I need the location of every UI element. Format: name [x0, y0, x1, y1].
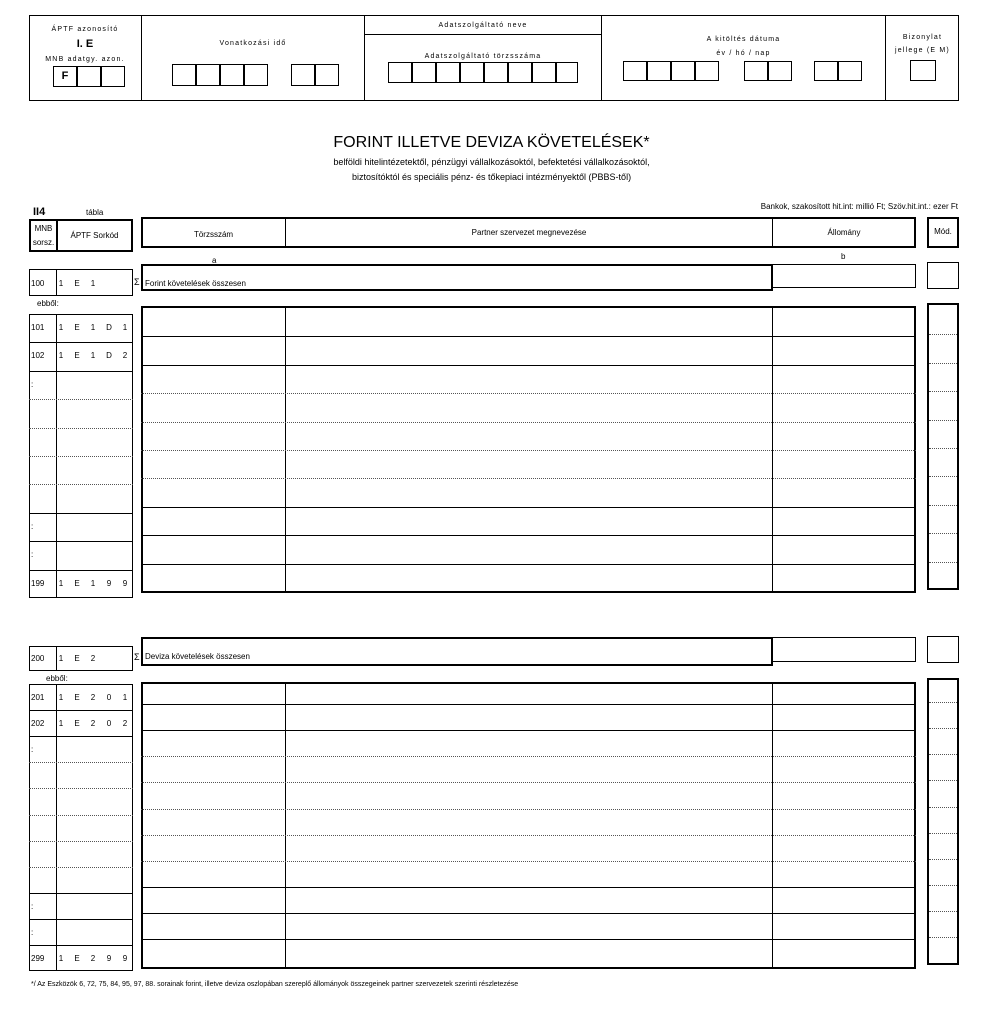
row-divider: [29, 371, 133, 372]
mod-cell[interactable]: [929, 678, 957, 702]
allomany-cell[interactable]: [773, 730, 915, 754]
row-code-char: 1: [122, 693, 128, 702]
mod-cell[interactable]: [929, 393, 957, 419]
row-number: 199: [31, 578, 45, 588]
s2-total-code-3: 2: [90, 654, 96, 663]
s2-ebbol: ebből:: [46, 674, 68, 683]
row-divider: [29, 342, 133, 343]
torzsszam-cell[interactable]: [142, 422, 285, 448]
row-number: 299: [31, 954, 45, 963]
row-divider: [29, 815, 133, 816]
mod-cell[interactable]: [929, 913, 957, 937]
allomany-cell[interactable]: [773, 365, 915, 391]
period-box-1[interactable]: [172, 64, 196, 86]
allomany-cell[interactable]: [773, 308, 915, 334]
row-divider: [929, 448, 957, 449]
row-code-char: 1: [122, 323, 128, 332]
s1-total-label: Forint követelések összesen: [145, 279, 246, 288]
provider-id-label: Adatszolgáltató törzsszáma: [424, 53, 542, 60]
row-divider: [929, 505, 957, 506]
fill-date-box-2[interactable]: [647, 61, 671, 81]
row-code-char: 0: [106, 719, 112, 729]
voucher-box[interactable]: [910, 60, 936, 81]
row-divider: [929, 391, 957, 392]
partner-cell[interactable]: [286, 365, 772, 391]
s1-total-code-1: 1: [58, 279, 64, 288]
partner-cell[interactable]: [286, 913, 772, 937]
row-code-char: 2: [90, 954, 96, 963]
row-divider: [29, 484, 133, 485]
col-partner: Partner szervezet megnevezése: [471, 228, 587, 237]
allomany-cell[interactable]: [773, 336, 915, 362]
mod-cell[interactable]: [929, 450, 957, 476]
partner-cell[interactable]: [286, 308, 772, 334]
row-code-char: 1: [58, 578, 64, 588]
row-divider: [29, 428, 133, 429]
mod-cell[interactable]: [929, 478, 957, 504]
fill-date-box-6[interactable]: [768, 61, 792, 81]
row-code-char: D: [106, 323, 112, 332]
row-divider: [29, 513, 133, 514]
page-title: FORINT ILLETVE DEVIZA KÖVETELÉSEK*: [333, 134, 650, 151]
torzsszam-cell[interactable]: [142, 365, 285, 391]
torzsszam-cell[interactable]: [142, 939, 285, 963]
partner-cell[interactable]: [286, 835, 772, 859]
row-divider: [929, 780, 957, 781]
fill-date-label: A kitöltés dátuma: [706, 36, 781, 43]
row-number: 101: [31, 323, 45, 332]
row-code-char: 1: [90, 578, 96, 588]
page-subtitle-2: biztosítóktól és speciális pénz- és tőkepiaci intézményektől (PBBS-től): [351, 172, 632, 182]
torzsszam-cell[interactable]: [142, 782, 285, 806]
row-divider: [929, 833, 957, 834]
row-divider: [929, 334, 957, 335]
row-divider: [29, 893, 133, 894]
row-code-char: 1: [58, 693, 64, 702]
col-mod: Mód.: [934, 227, 952, 236]
row-divider: [29, 710, 133, 711]
provider-id-box-1[interactable]: [388, 62, 412, 83]
torzsszam-cell[interactable]: [142, 507, 285, 533]
row-number: 102: [31, 351, 45, 361]
mod-cell[interactable]: [929, 756, 957, 780]
allomany-cell[interactable]: [773, 564, 915, 590]
fill-date-box-3[interactable]: [671, 61, 695, 81]
allomany-cell[interactable]: [773, 704, 915, 728]
header-divider-1: [141, 15, 142, 101]
torzsszam-cell[interactable]: [142, 887, 285, 911]
fill-date-box-8[interactable]: [838, 61, 862, 81]
mnb-label: MNB adatgy. azon.: [45, 56, 125, 63]
page-subtitle-1: belföldi hitelintézetektől, pénzügyi vállalkozásoktól, befektetési vállalkozásoktól,: [333, 157, 650, 167]
mod-cell[interactable]: [929, 887, 957, 911]
row-divider: [929, 420, 957, 421]
row-divider: [29, 945, 133, 946]
row-code-char: E: [74, 351, 80, 361]
table-number: II4: [33, 206, 46, 218]
s1-sigma: Σ: [134, 277, 140, 287]
period-label: Vonatkozási idő: [219, 40, 287, 47]
mod-cell[interactable]: [929, 422, 957, 448]
provider-id-box-2[interactable]: [412, 62, 436, 83]
col-aptf: ÁPTF Sorkód: [70, 231, 119, 240]
mod-cell[interactable]: [929, 704, 957, 728]
torzsszam-cell[interactable]: [142, 756, 285, 780]
row-code-char: 9: [122, 954, 128, 963]
allomany-cell[interactable]: [773, 809, 915, 833]
torzsszam-cell[interactable]: [142, 913, 285, 937]
row-number: :: [31, 521, 34, 531]
partner-cell[interactable]: [286, 887, 772, 911]
fill-date-box-5[interactable]: [744, 61, 768, 81]
mod-cell[interactable]: [929, 507, 957, 533]
s1-total-allomany-cell[interactable]: [772, 264, 916, 288]
row-code-char: 1: [90, 323, 96, 332]
aptf-label: ÁPTF azonosító: [51, 26, 119, 33]
row-divider: [29, 788, 133, 789]
row-divider: [929, 807, 957, 808]
row-divider: [929, 363, 957, 364]
row-divider: [929, 937, 957, 938]
row-code-char: 9: [106, 954, 112, 963]
s1-total-mod-cell[interactable]: [927, 262, 959, 289]
allomany-cell[interactable]: [773, 535, 915, 561]
provider-id-box-7[interactable]: [532, 62, 556, 83]
col-mnb-1: MNB: [34, 224, 53, 233]
row-code-char: E: [74, 693, 80, 702]
period-box-5[interactable]: [291, 64, 315, 86]
partner-cell[interactable]: [286, 336, 772, 362]
row-divider: [929, 859, 957, 860]
row-divider: [29, 867, 133, 868]
row-code-char: 9: [122, 578, 128, 588]
allomany-cell[interactable]: [773, 478, 915, 504]
provider-id-box-6[interactable]: [508, 62, 532, 83]
row-divider: [29, 736, 133, 737]
allomany-cell[interactable]: [773, 393, 915, 419]
row-code-char: E: [74, 954, 80, 963]
voucher-label: Bizonylat: [902, 34, 943, 41]
allomany-cell[interactable]: [773, 422, 915, 448]
torzsszam-cell[interactable]: [142, 861, 285, 885]
row-divider: [29, 570, 133, 571]
s1-ebbol: ebből:: [37, 299, 59, 308]
mod-cell[interactable]: [929, 365, 957, 391]
units-note: Bankok, szakosított hit.int: millió Ft; Szöv.hit.int.: ezer Ft: [760, 202, 958, 211]
mod-cell[interactable]: [929, 939, 957, 963]
partner-cell[interactable]: [286, 782, 772, 806]
fill-date-box-7[interactable]: [814, 61, 838, 81]
s2-total-allomany-cell[interactable]: [772, 637, 916, 662]
row-divider: [929, 562, 957, 563]
allomany-cell[interactable]: [773, 939, 915, 963]
fill-date-sub: év / hó / nap: [716, 50, 771, 57]
s1-total-code-3: 1: [90, 279, 96, 288]
mnb-box-3[interactable]: [101, 66, 125, 87]
row-code-char: D: [106, 351, 112, 361]
row-divider: [929, 885, 957, 886]
mod-cell[interactable]: [929, 861, 957, 885]
provider-id-box-3[interactable]: [436, 62, 460, 83]
s1-total-num: 100: [31, 279, 45, 288]
row-code-char: 2: [90, 693, 96, 702]
torzsszam-cell[interactable]: [142, 478, 285, 504]
s2-sigma: Σ: [134, 652, 140, 662]
s2-total-code-1: 1: [58, 654, 64, 663]
torzsszam-cell[interactable]: [142, 809, 285, 833]
row-code-char: 1: [58, 954, 64, 963]
row-divider: [929, 476, 957, 477]
torzsszam-cell[interactable]: [142, 308, 285, 334]
row-divider: [29, 762, 133, 763]
period-box-4[interactable]: [244, 64, 268, 86]
row-code-char: 1: [58, 323, 64, 332]
s1-total-code-2: E: [74, 279, 80, 288]
provider-id-box-4[interactable]: [460, 62, 484, 83]
header-divider-3: [601, 15, 602, 101]
allomany-cell[interactable]: [773, 507, 915, 533]
partner-cell[interactable]: [286, 704, 772, 728]
mod-cell[interactable]: [929, 308, 957, 334]
row-number: :: [31, 927, 34, 937]
partner-cell[interactable]: [286, 450, 772, 476]
provider-separator: [364, 34, 601, 35]
allomany-cell[interactable]: [773, 450, 915, 476]
s2-total-num: 200: [31, 654, 45, 663]
row-divider: [929, 728, 957, 729]
row-divider: [29, 399, 133, 400]
row-number: :: [31, 901, 34, 911]
torzsszam-cell[interactable]: [142, 535, 285, 561]
row-code-char: 1: [58, 351, 64, 361]
row-code-char: 2: [90, 719, 96, 729]
row-divider: [929, 754, 957, 755]
row-code-char: 1: [90, 351, 96, 361]
col-allomany: Állomány: [827, 228, 861, 237]
mod-cell[interactable]: [929, 782, 957, 806]
mod-cell[interactable]: [929, 809, 957, 833]
allomany-cell[interactable]: [773, 861, 915, 885]
partner-cell[interactable]: [286, 678, 772, 702]
allomany-cell[interactable]: [773, 782, 915, 806]
period-box-2[interactable]: [196, 64, 220, 86]
allomany-cell[interactable]: [773, 678, 915, 702]
voucher-sub: jellege (E M): [895, 47, 950, 54]
torzsszam-cell[interactable]: [142, 835, 285, 859]
header-divider-4: [885, 15, 886, 101]
row-code-char: 0: [106, 693, 112, 702]
s2-total-label: Deviza követelések összesen: [145, 652, 250, 661]
partner-cell[interactable]: [286, 393, 772, 419]
torzsszam-cell[interactable]: [142, 450, 285, 476]
row-code-char: 1: [58, 719, 64, 729]
row-code-char: E: [74, 719, 80, 729]
mod-cell[interactable]: [929, 535, 957, 561]
mod-cell[interactable]: [929, 336, 957, 362]
provider-id-box-5[interactable]: [484, 62, 508, 83]
row-divider: [929, 911, 957, 912]
col-mnb-2: sorsz.: [32, 238, 55, 247]
row-number: 202: [31, 719, 45, 729]
row-divider: [29, 541, 133, 542]
row-divider: [929, 533, 957, 534]
mod-cell[interactable]: [929, 564, 957, 590]
partner-cell[interactable]: [286, 809, 772, 833]
torzsszam-cell[interactable]: [142, 393, 285, 419]
period-box-6[interactable]: [315, 64, 339, 86]
mod-cell[interactable]: [929, 835, 957, 859]
partner-cell[interactable]: [286, 861, 772, 885]
partner-cell[interactable]: [286, 730, 772, 754]
row-divider: [29, 841, 133, 842]
letter-a: a: [212, 256, 217, 265]
row-code-char: 2: [122, 719, 128, 729]
row-code-char: E: [74, 323, 80, 332]
partner-cell[interactable]: [286, 939, 772, 963]
letter-b: b: [841, 252, 846, 261]
footnote: */ Az Eszközök 6, 72, 75, 84, 95, 97, 88. sorainak forint, illetve deviza oszlopában szereplő állományok összegeinek partner szervezetek szerinti részletezése: [31, 981, 519, 988]
allomany-cell[interactable]: [773, 913, 915, 937]
partner-cell[interactable]: [286, 507, 772, 533]
allomany-cell[interactable]: [773, 756, 915, 780]
fill-date-box-4[interactable]: [695, 61, 719, 81]
row-number: 201: [31, 693, 45, 702]
torzsszam-cell[interactable]: [142, 704, 285, 728]
mnb-box-2[interactable]: [77, 66, 101, 87]
partner-cell[interactable]: [286, 478, 772, 504]
row-code-char: 9: [106, 578, 112, 588]
row-number: :: [31, 379, 34, 389]
period-box-3[interactable]: [220, 64, 244, 86]
row-code-char: 2: [122, 351, 128, 361]
allomany-cell[interactable]: [773, 835, 915, 859]
torzsszam-cell[interactable]: [142, 564, 285, 590]
row-divider: [29, 456, 133, 457]
fill-date-box-1[interactable]: [623, 61, 647, 81]
aptf-value: I. E: [76, 38, 94, 50]
partner-cell[interactable]: [286, 535, 772, 561]
mod-cell[interactable]: [929, 730, 957, 754]
table-word: tábla: [86, 208, 104, 217]
partner-cell[interactable]: [286, 564, 772, 590]
partner-cell[interactable]: [286, 422, 772, 448]
row-code-char: E: [74, 578, 80, 588]
row-number: :: [31, 550, 34, 560]
row-divider: [929, 702, 957, 703]
row-divider: [29, 919, 133, 920]
provider-id-box-8[interactable]: [556, 62, 578, 83]
s2-total-code-2: E: [74, 654, 80, 663]
torzsszam-cell[interactable]: [142, 678, 285, 702]
s2-total-mod-cell[interactable]: [927, 636, 959, 663]
row-number: :: [31, 745, 34, 755]
allomany-cell[interactable]: [773, 887, 915, 911]
mnb-value: F: [61, 70, 69, 82]
torzsszam-cell[interactable]: [142, 730, 285, 754]
col-torzs: Törzsszám: [193, 230, 234, 239]
torzsszam-cell[interactable]: [142, 336, 285, 362]
provider-name-label: Adatszolgáltató neve: [438, 22, 528, 29]
partner-cell[interactable]: [286, 756, 772, 780]
